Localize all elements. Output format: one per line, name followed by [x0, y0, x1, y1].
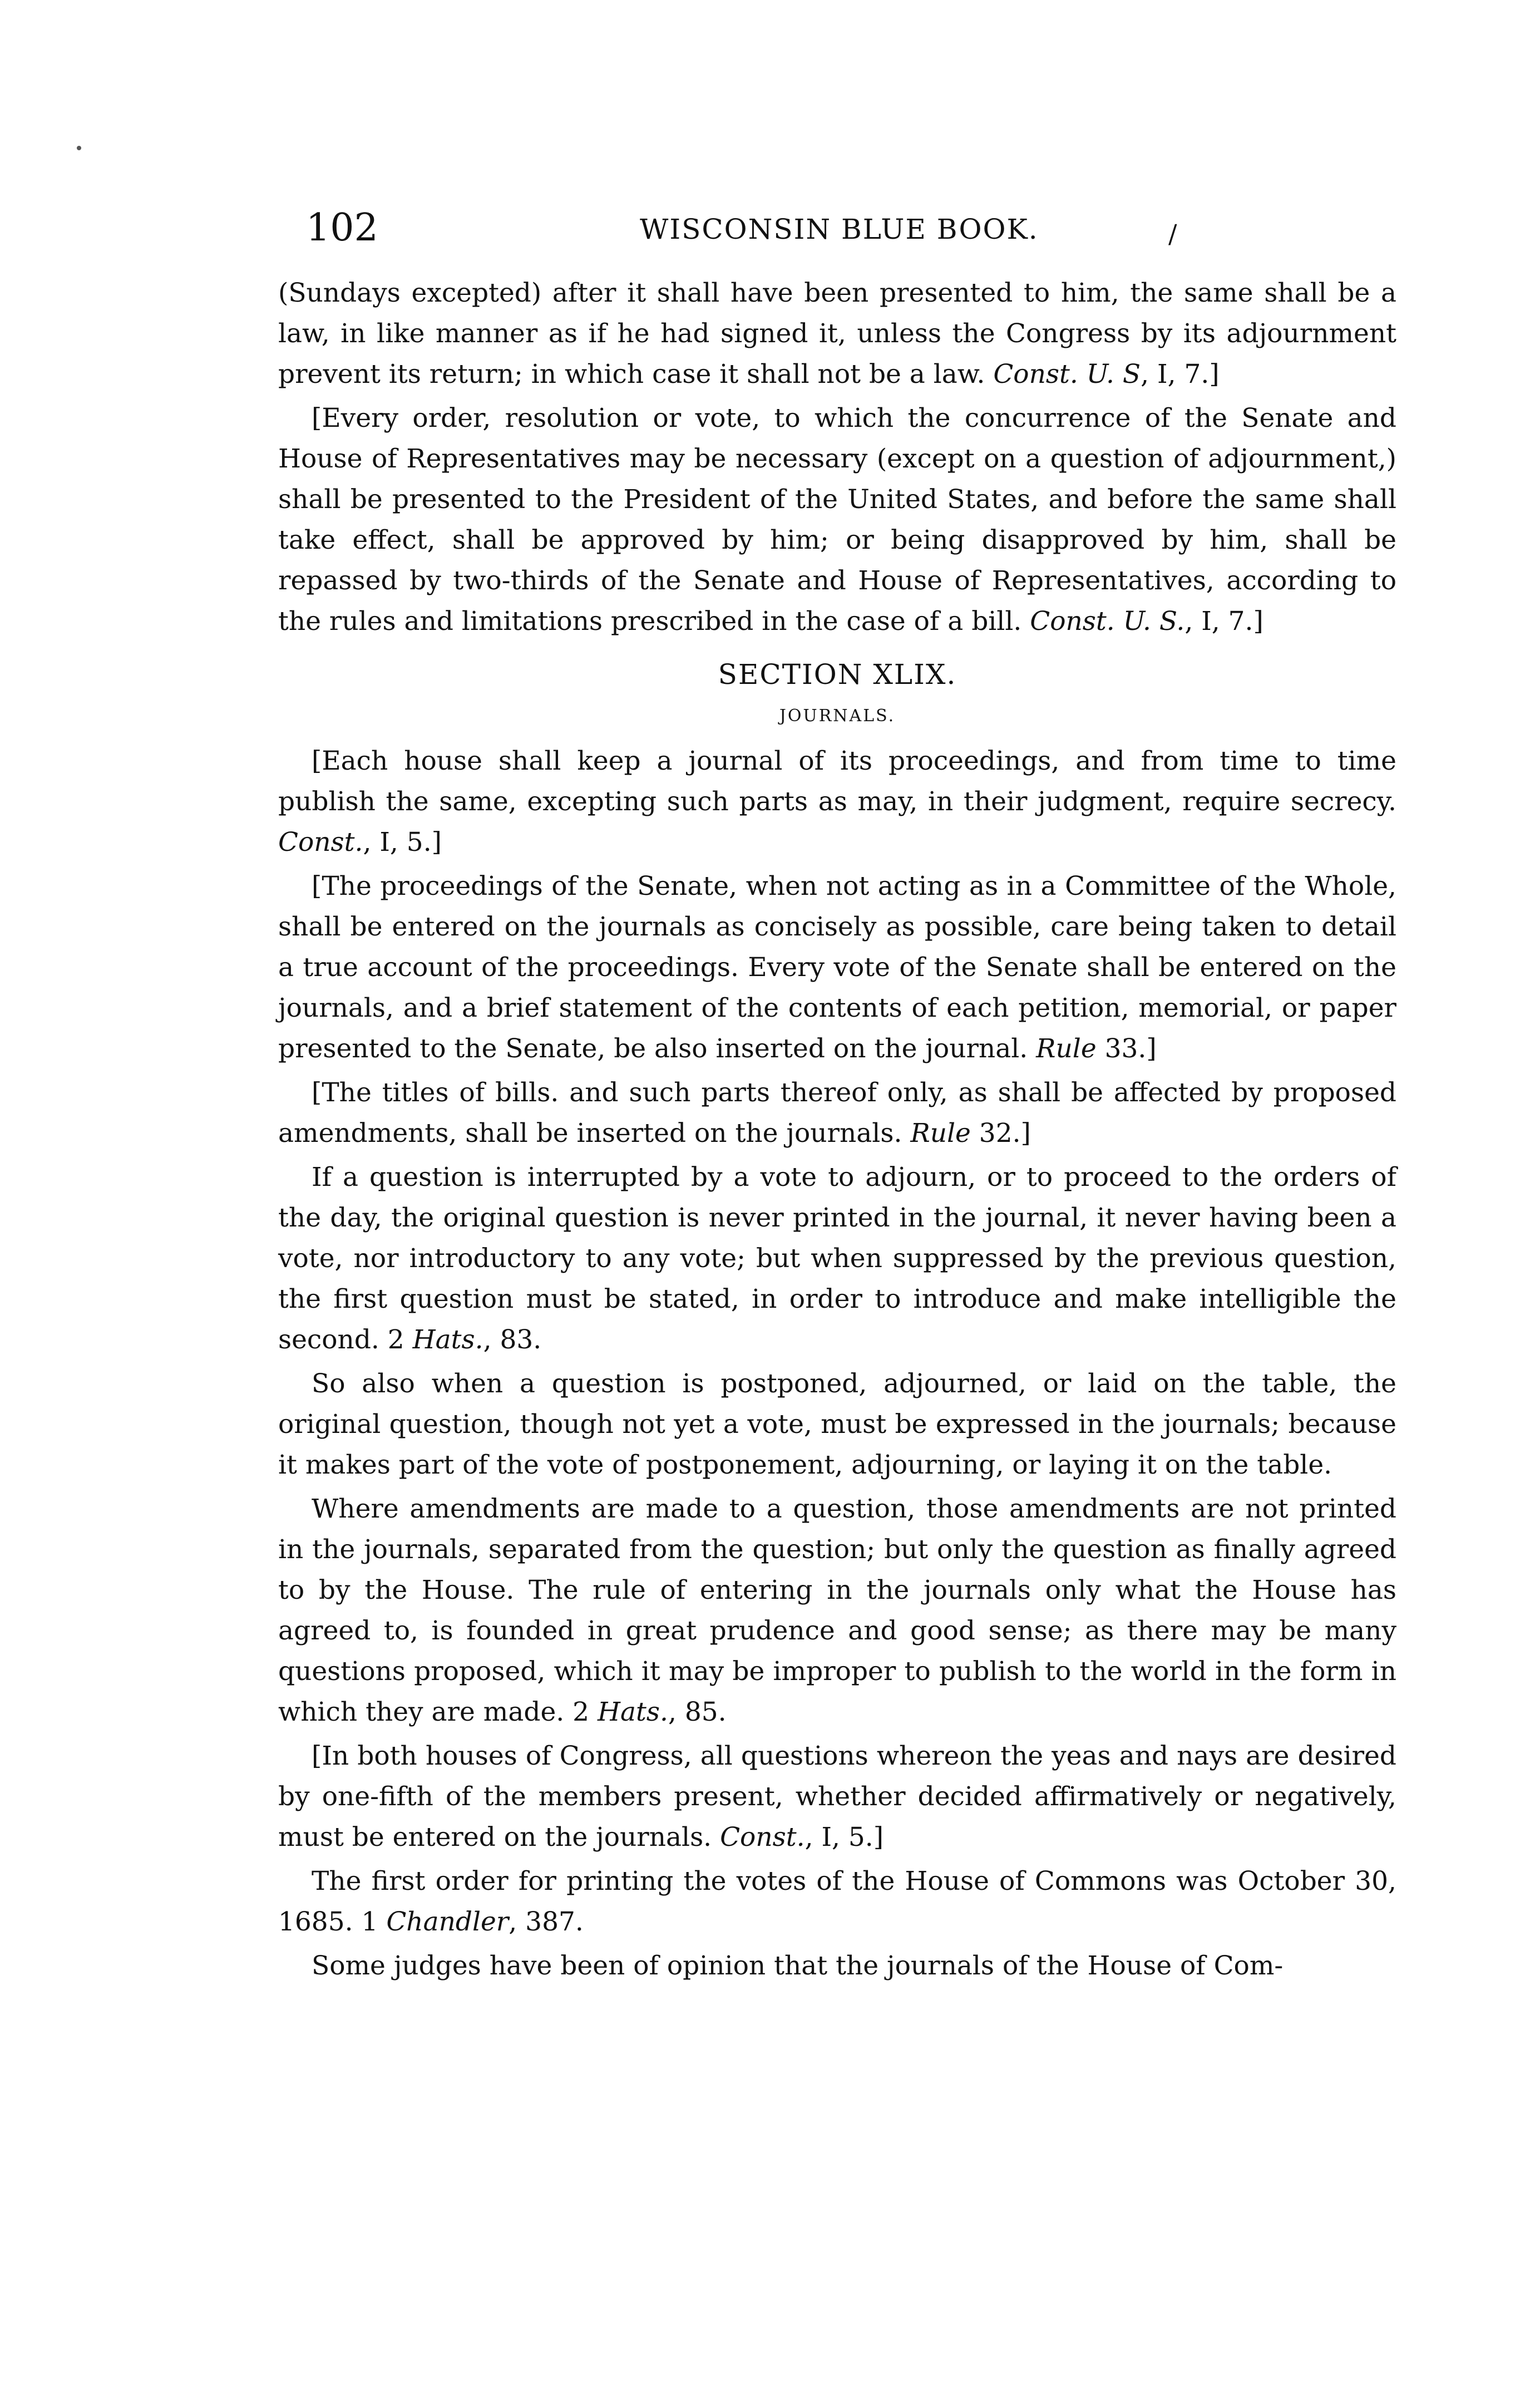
stray-mark: [77, 146, 81, 150]
paragraph-text: So also when a question is postponed, adjourned, or laid on the table, the original question, though not yet a vote, must be expressed in the journals; because it makes part of the vote of postponement, adjourning, or laying it on the table.: [278, 1368, 1396, 1480]
paragraph-text: [In both houses of Congress, all questions whereon the yeas and nays are desired by one-fifth of the members present, whether decided affirmatively or negatively, must be entered on the journals.: [278, 1741, 1396, 1853]
citation-tail: , 83.: [483, 1324, 542, 1355]
book-page: [278, 206, 1396, 1989]
paragraph-text: [Every order, resolution or vote, to which the concurrence of the Senate and House of Representatives may be necessary (except on a question of adjournment,) shall be presented to the President of the United States, and before the same shall take effect, shall be approved by him; or being disapproved by him, shall be repassed by two-thirds of the Senate and House of Representatives, according to the rules and limitations prescribed in the case of a bill.: [278, 403, 1396, 637]
citation: Chandler: [386, 1907, 509, 1937]
citation-tail: 32.]: [970, 1118, 1031, 1149]
paragraph-text: If a question is interrupted by a vote to adjourn, or to proceed to the orders of the day, the original question is never printed in the journal, it never having been a vote, nor introductory to any vote; but when suppressed by the previous question, the first question must be stated, in order to introduce and make intelligible the second. 2: [278, 1162, 1396, 1355]
running-head: [278, 206, 1396, 256]
paragraph-each-house: [278, 741, 1396, 863]
paragraph-text: The first order for printing the votes of the House of Commons was October 30, 1685. 1: [278, 1866, 1396, 1937]
page-number: 102: [306, 206, 378, 250]
paragraph-titles-of-bills: [278, 1072, 1396, 1154]
paragraph-text: [The proceedings of the Senate, when not acting as in a Committee of the Whole, shall be entered on the journals as concisely as possible, care being taken to detail a true account of the proceedings. Every vote of the Senate shall be entered on the journals, and a brief statement of the contents of each petition, memorial, or paper presented to the Senate, be also inserted on the journal.: [278, 871, 1396, 1064]
paragraph-text: [The titles of bills. and such parts thereof only, as shall be affected by proposed amendments, shall be inserted on the journals.: [278, 1077, 1396, 1149]
paragraph-amendments: [278, 1489, 1396, 1732]
citation: Const.: [720, 1822, 805, 1853]
paragraph-some-judges: [278, 1945, 1396, 1986]
paragraph-sundays: [278, 273, 1396, 395]
citation: Rule: [1036, 1033, 1097, 1064]
citation-tail: , I, 7.]: [1184, 606, 1263, 637]
paragraph-text: (Sundays excepted) after it shall have been presented to him, the same shall be a law, in like manner as if he had signed it, unless the Congress by its adjournment prevent its return; in which case it shall not be a law.: [278, 278, 1396, 390]
paragraph-text: [Each house shall keep a journal of its proceedings, and from time to time publish the same, excepting such parts as may, in their judgment, require secrecy.: [278, 746, 1396, 817]
paragraph-yeas-and-nays: [278, 1736, 1396, 1858]
citation-tail: , I, 7.]: [1141, 359, 1220, 390]
section-subheading: JOURNALS.: [779, 706, 896, 726]
citation-tail: , 85.: [668, 1697, 727, 1727]
citation: Const. U. S: [993, 359, 1141, 390]
paragraph-first-order-printing: [278, 1861, 1396, 1942]
paragraph-every-order: [278, 398, 1396, 642]
margin-mark: /: [1168, 219, 1177, 249]
section-heading: SECTION XLIX.: [718, 658, 957, 691]
paragraph-text: Where amendments are made to a question, those amendments are not printed in the journals, separated from the question; but only the question as finally agreed to by the House. The rule of entering in the journals only what the House has agreed to, is founded in great prudence and good sense; as there may be many questions proposed, which it may be improper to publish to the world in the form in which they are made. 2: [278, 1494, 1396, 1727]
citation: Const.: [278, 827, 363, 858]
paragraph-postponed-question: [278, 1363, 1396, 1485]
paragraph-text: Some judges have been of opinion that the journals of the House of Com-: [312, 1950, 1284, 1981]
citation: Hats.: [597, 1697, 668, 1727]
citation-tail: 33.]: [1096, 1033, 1157, 1064]
paragraph-senate-proceedings: [278, 866, 1396, 1069]
citation-tail: , I, 5.]: [804, 1822, 884, 1853]
citation: Rule: [910, 1118, 971, 1149]
running-title: WISCONSIN BLUE BOOK.: [640, 213, 1039, 245]
paragraph-interrupted-question: [278, 1157, 1396, 1360]
citation: Const. U. S.: [1030, 606, 1185, 637]
citation-tail: , I, 5.]: [363, 827, 442, 858]
citation: Hats.: [412, 1324, 483, 1355]
citation-tail: , 387.: [509, 1907, 584, 1937]
